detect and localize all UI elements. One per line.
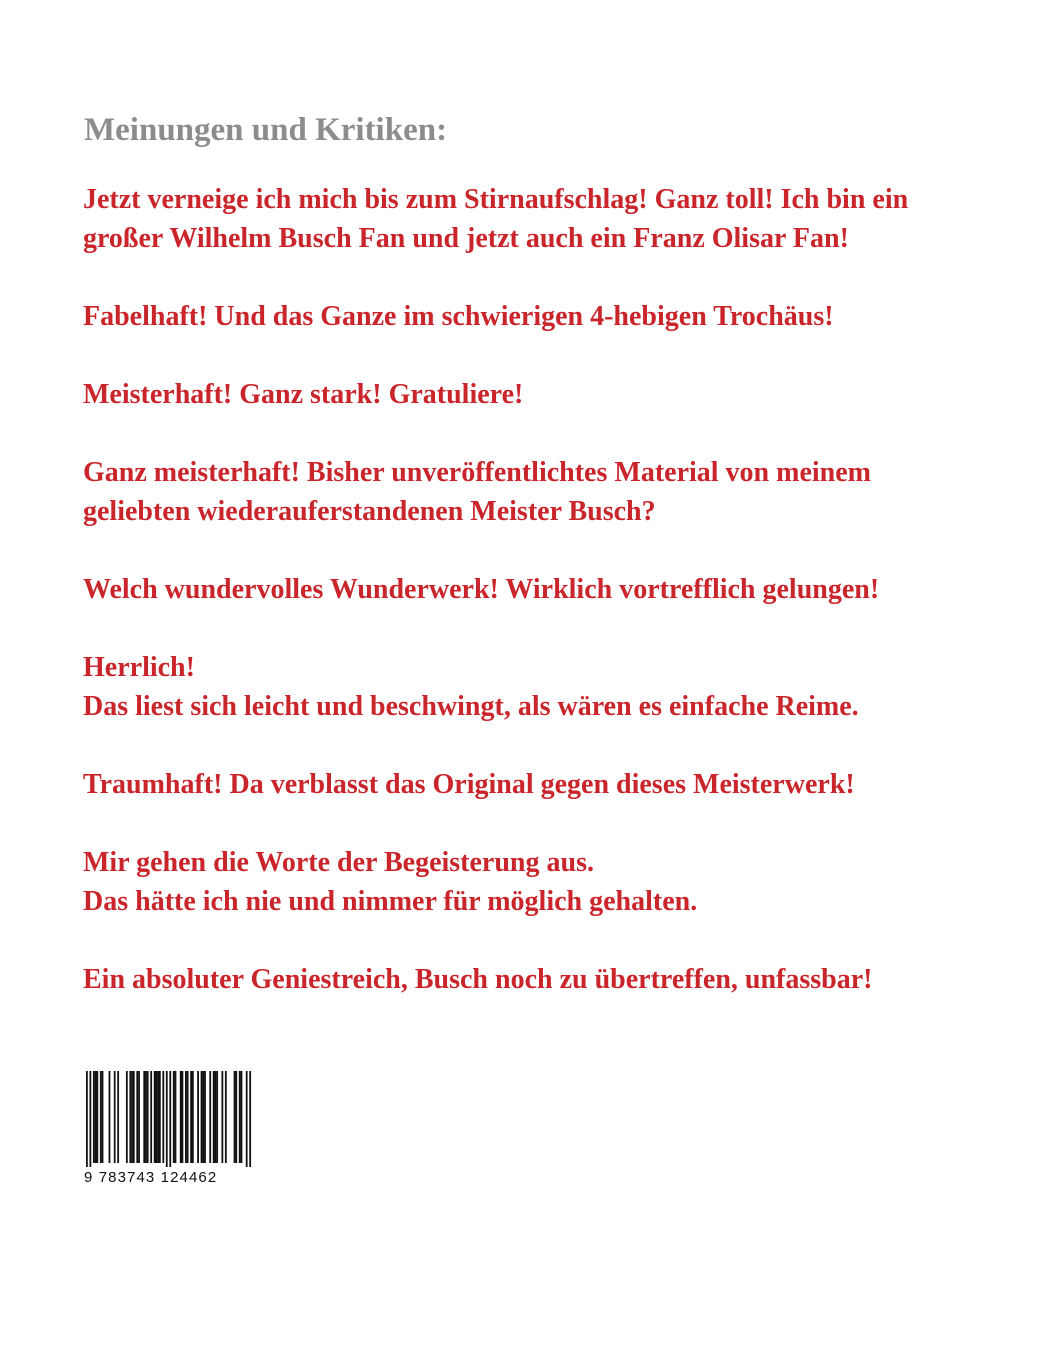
barcode-bar [201, 1071, 203, 1163]
barcode-bar [241, 1071, 243, 1163]
barcode-bar [175, 1071, 177, 1163]
barcode-bar [239, 1071, 241, 1163]
barcode-bar [155, 1071, 157, 1163]
page-heading: Meinungen und Kritiken: [84, 112, 448, 148]
barcode-bar [187, 1071, 189, 1163]
barcode-bar [249, 1071, 251, 1167]
barcode-bar [93, 1071, 95, 1163]
barcode-bar [221, 1071, 223, 1163]
barcode-bar [213, 1071, 215, 1163]
quote-line: Traumhaft! Da verblasst das Original gegen dieses Meisterwerk! [83, 769, 855, 800]
barcode-bar [133, 1071, 135, 1163]
isbn-barcode [84, 1071, 254, 1191]
barcode-bar [114, 1071, 116, 1163]
barcode-bar [143, 1071, 145, 1163]
quote-item [83, 570, 983, 609]
barcode-bar [157, 1071, 159, 1163]
quote-line: Mir gehen die Worte der Begeisterung aus. [83, 847, 594, 878]
barcode-bar [185, 1071, 187, 1163]
barcode-bar [117, 1071, 119, 1163]
barcode-bar [145, 1071, 147, 1163]
barcode-bar [197, 1071, 199, 1163]
barcode-bar [192, 1071, 194, 1163]
quote-line: Jetzt verneige ich mich bis zum Stirnaufschlag! Ganz toll! Ich bin ein [83, 184, 909, 215]
barcode-bar [202, 1071, 204, 1163]
barcode-bar [89, 1071, 91, 1167]
barcode-bar [86, 1071, 88, 1167]
barcode-bar [136, 1071, 138, 1163]
barcode-bar [138, 1071, 140, 1163]
quote-line: Fabelhaft! Und das Ganze im schwierigen 4-hebigen Trochäus! [83, 301, 834, 332]
barcode-number: 9 783743 124462 [84, 1169, 218, 1186]
barcode-bar [204, 1071, 206, 1163]
quote-item [83, 453, 983, 531]
barcode-bar [182, 1071, 184, 1163]
barcode-bars [84, 1071, 254, 1167]
barcode-bar [150, 1071, 152, 1163]
barcode-bar [209, 1071, 211, 1163]
quote-line: Meisterhaft! Ganz stark! Gratuliere! [83, 379, 524, 410]
quote-item [83, 960, 983, 999]
quote-line: Welch wundervolles Wunderwerk! Wirklich vortrefflich gelungen! [83, 574, 880, 605]
quote-line: Das liest sich leicht und beschwingt, als wären es einfache Reime. [83, 691, 859, 722]
quote-line: Das hätte ich nie und nimmer für möglich gehalten. [83, 886, 698, 917]
barcode-bar [180, 1071, 182, 1163]
barcode-bar [246, 1071, 248, 1167]
quote-item [83, 180, 983, 258]
barcode-bar [234, 1071, 236, 1163]
quote-item [83, 375, 983, 414]
barcode-bar [235, 1071, 237, 1163]
barcode-bar [96, 1071, 98, 1163]
quote-line: Ganz meisterhaft! Bisher unveröffentlichtes Material von meinem [83, 457, 871, 488]
barcode-bar [154, 1071, 156, 1163]
barcode-bar [102, 1071, 104, 1163]
barcode-bar [166, 1071, 168, 1167]
quote-line: Herrlich! [83, 652, 195, 683]
quote-line: Ein absoluter Geniestreich, Busch noch zu übertreffen, unfassbar! [83, 964, 873, 995]
barcode-bar [126, 1071, 128, 1163]
quote-item [83, 297, 983, 336]
barcode-bar [131, 1071, 133, 1163]
barcode-bar [169, 1071, 171, 1167]
barcode-bar [109, 1071, 111, 1163]
barcode-bar [216, 1071, 218, 1163]
quote-line: großer Wilhelm Busch Fan und jetzt auch ein Franz Olisar Fan! [83, 223, 849, 254]
barcode-bar [173, 1071, 175, 1163]
quotes-list [83, 180, 983, 1038]
barcode-bar [95, 1071, 97, 1163]
quote-item [83, 765, 983, 804]
barcode-bar [190, 1071, 192, 1163]
quote-item [83, 648, 983, 726]
barcode-bar [162, 1071, 164, 1163]
quote-item [83, 843, 983, 921]
barcode-bar [215, 1071, 217, 1163]
barcode-bar [159, 1071, 161, 1163]
quote-line: geliebten wiederauferstandenen Meister Busch? [83, 496, 656, 527]
barcode-bar [129, 1071, 131, 1163]
barcode-bar [225, 1071, 227, 1163]
barcode-bar [100, 1071, 102, 1163]
barcode-bar [147, 1071, 149, 1163]
